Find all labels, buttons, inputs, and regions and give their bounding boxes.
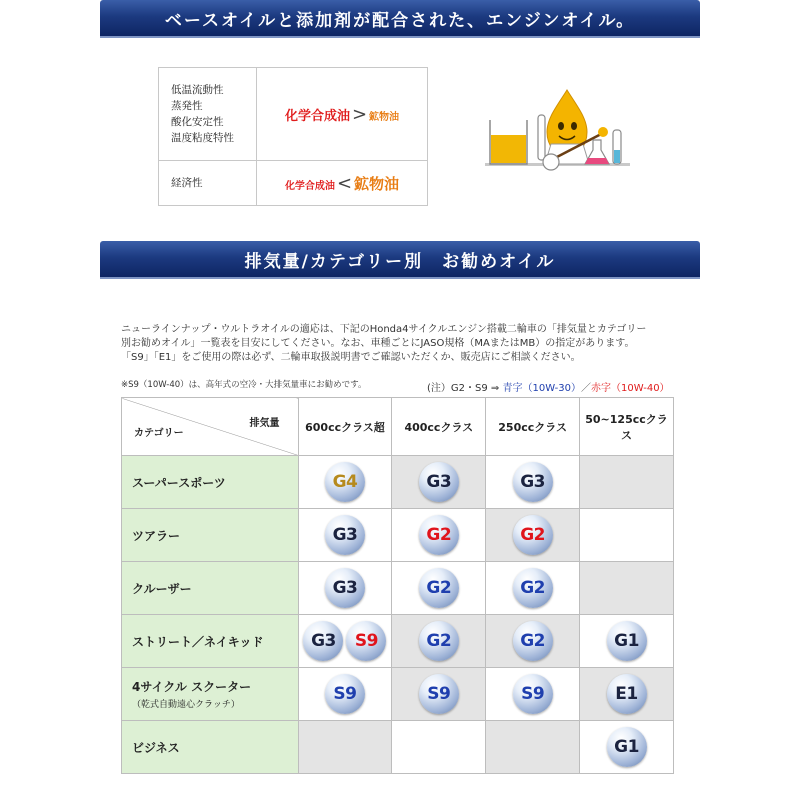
- recommendation-cell: [580, 509, 674, 562]
- category-label: クルーザー: [132, 581, 192, 596]
- eye-icon: [571, 122, 577, 130]
- recommendation-cell: [486, 721, 580, 774]
- recommendation-cell: [486, 668, 580, 721]
- oil-grade-badge: G3: [303, 621, 343, 661]
- oil-grade-badge: S9: [419, 674, 459, 714]
- banner-base-oil: ベースオイルと添加剤が配合された、エンジンオイル。: [100, 0, 700, 36]
- recommendation-cell: [486, 509, 580, 562]
- category-cell: [122, 562, 299, 615]
- column-header: 250ccクラス: [486, 398, 580, 456]
- oil-grade-badge: E1: [607, 674, 647, 714]
- intro-line: ニューラインナップ・ウルトラオイルの適応は、下記のHonda4サイクルエンジン搭載二輪車の「排気量とカテゴリー: [121, 324, 647, 335]
- label-economy: 経済性: [159, 161, 257, 206]
- category-label: スーパースポーツ: [132, 475, 226, 490]
- less-than-sign: <: [336, 172, 353, 194]
- table-row: [122, 456, 674, 509]
- legend-separator: ／: [581, 383, 592, 394]
- oil-grade-badge: G4: [325, 462, 365, 502]
- recommendation-cell: [392, 668, 486, 721]
- oil-drop-scientist-illustration: [485, 80, 635, 185]
- oil-grade-badge: S9: [513, 674, 553, 714]
- recommendation-cell: [298, 562, 392, 615]
- table-row: [122, 615, 674, 668]
- recommendation-cell: [298, 615, 392, 668]
- comparison-labels-performance: [159, 68, 257, 161]
- oil-grade-badge: G1: [607, 621, 647, 661]
- greater-than-sign: >: [351, 103, 368, 125]
- oil-grade-badge: S9: [346, 621, 386, 661]
- recommendation-table: [121, 397, 674, 774]
- legend-red: 赤字（10W-40）: [591, 383, 670, 394]
- oil-grade-badge: G2: [513, 621, 553, 661]
- category-cell: [122, 509, 299, 562]
- table-row: [122, 509, 674, 562]
- recommendation-cell: [298, 721, 392, 774]
- recommendation-cell: [392, 615, 486, 668]
- intro-line: 別お勧めオイル」一覧表を目安にしてください。なお、車種ごとにJASO規格（MAまたはMB）の指定があります。: [121, 338, 635, 349]
- oil-grade-badge: G3: [325, 515, 365, 555]
- round-flask-icon: [543, 154, 559, 170]
- oil-grade-badge: G2: [419, 515, 459, 555]
- oil-grade-badge: G2: [513, 515, 553, 555]
- recommendation-cell: [392, 721, 486, 774]
- oil-grade-badge: G2: [419, 568, 459, 608]
- flask-liquid-pink: [585, 158, 609, 164]
- category-label: ビジネス: [132, 740, 180, 755]
- oil-comparison-table: [158, 67, 428, 206]
- intro-paragraph: [121, 323, 691, 365]
- table-row: [122, 562, 674, 615]
- legend-prefix: (注）G2・S9 ⇒: [427, 383, 503, 394]
- category-label: ストリート／ネイキッド: [132, 634, 264, 649]
- recommendation-cell: [486, 562, 580, 615]
- mineral-oil-label: 鉱物油: [369, 111, 400, 123]
- recommendation-cell: [392, 509, 486, 562]
- table-corner-header: [122, 398, 299, 456]
- recommendation-cell: [298, 509, 392, 562]
- recommendation-cell: [580, 456, 674, 509]
- label-low-temp-fluidity: 低温流動性: [171, 84, 224, 96]
- recommendation-cell: [392, 562, 486, 615]
- recommendation-cell: [486, 615, 580, 668]
- test-tube-icon: [538, 115, 545, 160]
- category-label: ツアラー: [132, 528, 181, 543]
- label-oxidation-stability: 酸化安定性: [171, 116, 224, 128]
- oil-grade-badge: G3: [513, 462, 553, 502]
- recommendation-cell: [486, 456, 580, 509]
- recommendation-cell: [298, 668, 392, 721]
- table-row: [122, 668, 674, 721]
- category-cell: [122, 615, 299, 668]
- banner-recommended-oil: 排気量/カテゴリー別 お勧めオイル: [100, 241, 700, 277]
- tube-liquid-blue: [614, 150, 620, 163]
- category-label: 4サイクル スクーター: [132, 680, 252, 694]
- column-header: 400ccクラス: [392, 398, 486, 456]
- label-viscosity-temperature: 温度粘度特性: [171, 132, 234, 144]
- recommendation-cell: [392, 456, 486, 509]
- column-header: 50~125ccクラス: [580, 398, 674, 456]
- synthetic-oil-label: 化学合成油: [284, 108, 350, 124]
- column-header: 600ccクラス超: [298, 398, 392, 456]
- oil-grade-badge: G2: [513, 568, 553, 608]
- hand-icon: [598, 127, 608, 137]
- label-evaporation: 蒸発性: [171, 100, 203, 112]
- recommendation-cell: [580, 562, 674, 615]
- s9-note: ※S9（10W-40）は、高年式の空冷・大排気量車にお勧めです。: [121, 380, 367, 390]
- category-sublabel: （乾式自動遠心クラッチ）: [132, 700, 240, 710]
- comparison-economy-value: [257, 161, 428, 206]
- oil-grade-badge: G3: [419, 462, 459, 502]
- comparison-performance-value: [257, 68, 428, 161]
- recommendation-cell: [580, 721, 674, 774]
- table-row: [122, 721, 674, 774]
- intro-line: 「S9」「E1」をご使用の際は必ず、二輪車取扱説明書でご確認いただくか、販売店にご相談ください。: [121, 352, 581, 363]
- beaker-oil: [491, 135, 526, 163]
- mineral-oil-label: 鉱物油: [354, 174, 400, 193]
- oil-grade-badge: S9: [325, 674, 365, 714]
- oil-grade-badge: G3: [325, 568, 365, 608]
- legend-blue: 青字（10W-30）: [502, 383, 582, 394]
- recommendation-cell: [580, 668, 674, 721]
- oil-grade-badge: G1: [607, 727, 647, 767]
- recommendation-cell: [580, 615, 674, 668]
- category-header: カテゴリー: [134, 428, 184, 439]
- oil-grade-badge: G2: [419, 621, 459, 661]
- eye-icon: [558, 122, 564, 130]
- category-cell: [122, 668, 299, 721]
- table-body: [122, 456, 674, 774]
- displacement-header: 排気量: [249, 418, 280, 429]
- category-cell: [122, 721, 299, 774]
- color-legend: [427, 379, 670, 394]
- synthetic-oil-label: 化学合成油: [284, 180, 335, 192]
- category-cell: [122, 456, 299, 509]
- recommendation-cell: [298, 456, 392, 509]
